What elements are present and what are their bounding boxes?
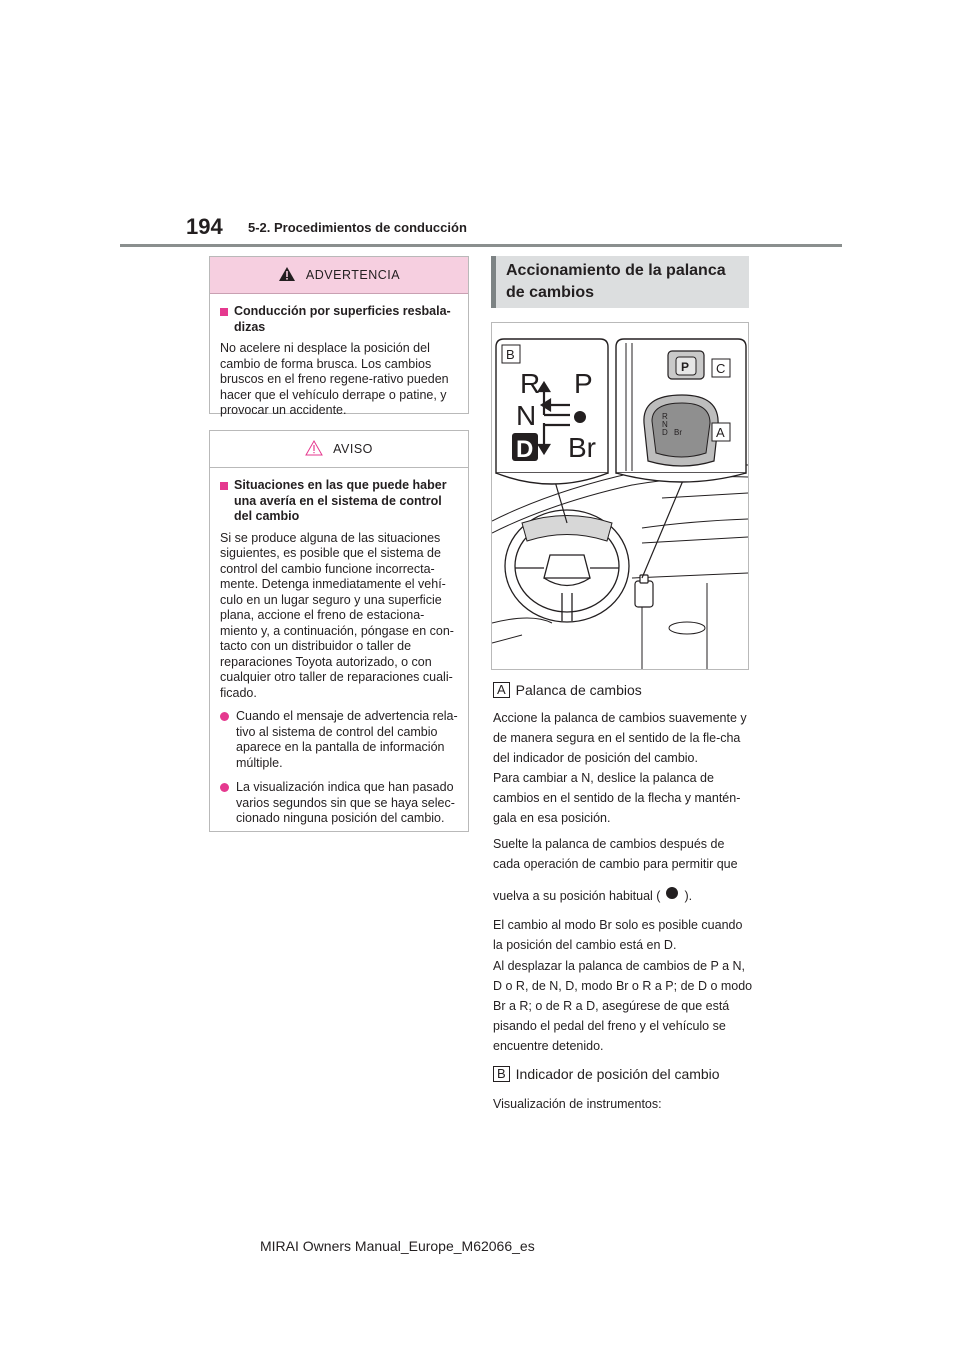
caution-bullet [220,780,458,827]
indicator-letter-p: P [574,368,593,399]
item-b-label: Indicador de posición del cambio [515,1066,720,1082]
warning-triangle-icon [278,266,296,285]
caution-box [209,430,469,832]
caution-bullet-text: La visualización indica que han pasado varios segundos sin que se haya selec-cionado ninguna posición del cambio. [236,780,455,825]
item-a-label-row [493,682,642,698]
square-bullet-icon [220,482,228,490]
item-a-para-3b [493,886,753,906]
warning-box [209,256,469,417]
knob-p-button: P [681,360,690,374]
section-heading: Accionamiento de la palanca de cambios [491,256,749,308]
knob-letter-d: D [662,428,668,437]
section-title: 5-2. Procedimientos de conducción [248,220,467,235]
item-a-para-1: Accione la palanca de cambios suavemente y de manera segura en el sentido de la fle-cha del indicador de posición del cambio. [493,711,747,765]
knob-letter-r: R [662,412,668,421]
warning-item-heading: Conducción por superficies resbala-dizas [234,304,451,334]
knob-letter-br: Br [674,428,682,437]
indicator-letter-d: D [516,436,534,463]
caution-title: AVISO [333,442,373,456]
warning-item-heading-row [220,304,458,335]
indicator-letter-n: N [516,400,537,431]
round-bullet-icon [220,783,229,792]
warning-header [210,257,468,294]
caution-bullet [220,709,458,771]
home-position-dot-icon [574,411,586,423]
header-divider [120,244,842,247]
item-a-para-3: Suelte la palanca de cambios después de cada operación de cambio para permitir que [493,837,738,871]
item-a-para-5: Al desplazar la palanca de cambios de P a N, D o R, de N, D, modo Br o R a P; de D o modo Br a R; o de R a D, asegúrese de que está pisando el pedal del freno y el vehículo se encuentre detenido. [493,959,753,1053]
caution-triangle-icon [305,440,323,459]
item-a-para-3b-close: ). [684,889,693,903]
item-b-tag: B [493,1066,510,1082]
callout-a: A [716,425,725,440]
square-bullet-icon [220,308,228,316]
caution-heading-row [220,478,458,525]
caution-text: Si se produce alguna de las situaciones siguientes, es posible que el sistema de control del cambio funcione incorrecta-mente. Detenga inmediatamente el vehí-culo en un lugar seguro y una superficie plana, accione el freno de estaciona-miento y, a continuación, póngase en con-tacto con un distribuidor o taller de reparaciones Toyota autorizado, o con cualquier otro taller de reparaciones cuali-ficado. [220,530,454,700]
item-b-label-row [493,1066,720,1082]
callout-c: C [716,361,726,376]
page-number: 194 [186,214,223,239]
warning-item-text: No acelere ni desplace la posición del cambio de forma brusca. Los cambios bruscos en el freno regene-rativo pueden hacer que el vehículo derrape o patine, y provocar un accidente. [220,341,449,417]
footer-text: MIRAI Owners Manual_Europe_M62066_es [260,1238,535,1254]
indicator-letter-r: R [520,368,541,399]
callout-b: B [506,347,515,362]
caution-heading: Situaciones en las que puede haber una avería en el sistema de control del cambio [234,478,447,523]
caution-header [210,431,468,468]
knob-letter-n: N [662,420,668,429]
indicator-letter-br: Br [568,432,596,463]
item-a-tag: A [493,682,510,698]
item-a-para-4: El cambio al modo Br solo es posible cuando la posición del cambio está en D. [493,918,743,952]
home-position-dot-icon [666,887,678,899]
item-b-text: Visualización de instrumentos: [493,1097,662,1111]
round-bullet-icon [220,712,229,721]
shift-lever-illustration [491,322,749,670]
item-a-para-3b-text: vuelva a su posición habitual ( [493,889,661,903]
warning-title: ADVERTENCIA [305,268,401,282]
item-a-para-2: Para cambiar a N, deslice la palanca de cambios en el sentido de la flecha y mantén-gala en esa posición. [493,771,741,825]
item-a-label: Palanca de cambios [515,682,642,698]
caution-bullet-text: Cuando el mensaje de advertencia rela-tivo al sistema de control del cambio aparece en la pantalla de información múltiple. [236,709,458,770]
